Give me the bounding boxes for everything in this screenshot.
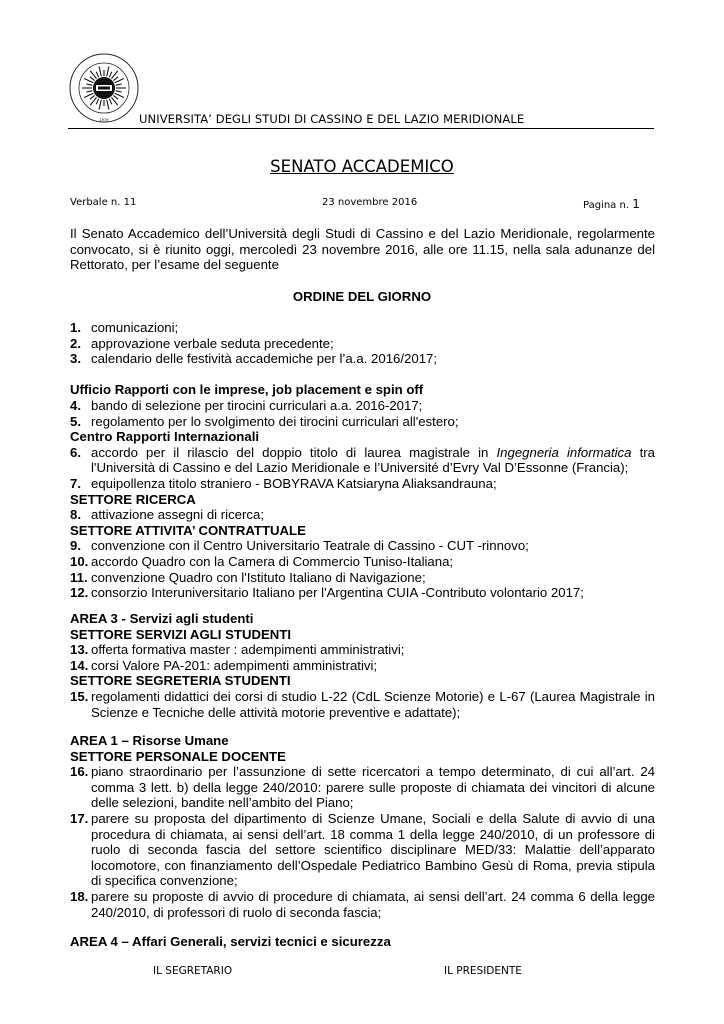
agenda-item-11 — [70, 570, 655, 586]
item-number: 6. — [70, 444, 81, 460]
agenda-list-area1 — [70, 733, 655, 920]
item-text: corsi Valore PA-201: adempimenti amministrativi; — [91, 657, 378, 673]
item-number: 13. — [70, 642, 89, 658]
section-heading: AREA 1 – Risorse Umane — [70, 733, 229, 748]
section-heading: SETTORE SEGRETERIA STUDENTI — [70, 673, 291, 689]
item-number: 5. — [70, 413, 81, 429]
section-heading: SETTORE SERVIZI AGLI STUDENTI — [70, 626, 292, 642]
item-text: accordo Quadro con la Camera di Commercio Tuniso-Italiana; — [91, 553, 454, 569]
item-number: 1. — [70, 320, 81, 335]
item-text: tra l'Università di Cassino e del Lazio Meridionale e l’Université d’Evry Val D’Essonne (Francia); — [91, 444, 655, 476]
agenda-item-15 — [70, 689, 655, 720]
agenda-item-14 — [70, 658, 655, 674]
agenda-item-17 — [70, 811, 655, 889]
item-number: 14. — [70, 657, 89, 673]
item-text: parere su proposta del dipartimento di Scienze Umane, Sociali e della Salute di avvio di una procedura di chiamata, ai sensi dell’art. 18 comma 1 della legge 240/2010, di un professore di ruolo di seconda fascia del settore scientifico disciplinare MED/33: Malattie dell’apparato locomotore, con finanziamento dell’Ospedale Pediatrico Bambino Gesù di Roma, previa stipula di specifica convenzione; — [91, 810, 655, 889]
item-number: 2. — [70, 335, 81, 351]
svg-text:1979: 1979 — [99, 118, 109, 122]
item-text: regolamenti didattici dei corsi di studio L-22 (CdL Scienze Motorie) e L-67 (Laurea Magistrale in Scienze e Tecniche delle attività motorie preventive e adattate); — [91, 688, 655, 720]
agenda-item-13 — [70, 642, 655, 658]
section-heading: SETTORE ATTIVITA’ CONTRATTUALE — [70, 522, 306, 538]
section-heading: SETTORE PERSONALE DOCENTE — [70, 748, 286, 764]
page-number — [583, 197, 640, 211]
item-text: comunicazioni; — [91, 320, 179, 335]
item-text: convenzione Quadro con l'Istituto Italiano di Navigazione; — [91, 569, 426, 585]
item-number: 12. — [70, 585, 89, 601]
agenda-item-10 — [70, 554, 655, 570]
item-text: convenzione con il Centro Universitario Teatrale di Cassino - CUT -rinnovo; — [91, 538, 529, 554]
item-number: 18. — [70, 888, 89, 904]
item-text-italic: Ingegneria informatica — [496, 444, 632, 460]
item-text: parere su proposte di avvio di procedure di chiamata, ai sensi dell’art. 24 comma 6 della legge 240/2010, di professori di ruolo di seconda fascia; — [91, 888, 655, 920]
agenda-item-18 — [70, 889, 655, 920]
item-number: 16. — [70, 764, 89, 780]
item-number: 10. — [70, 553, 89, 569]
item-number: 8. — [70, 507, 81, 523]
agenda-item-9 — [70, 538, 655, 554]
agenda-list — [70, 320, 655, 601]
page-label: Pagina n. — [583, 200, 629, 211]
agenda-item-4 — [70, 398, 655, 414]
intro-paragraph: Il Senato Accademico dell’Università degli Studi di Cassino e del Lazio Meridionale, regolarmente convocato, si è riunito oggi, mercoledì 23 novembre 2016, alle ore 11.15, nella sala adunanze del Rettorato, per l’esame del seguente — [70, 226, 655, 273]
item-text: offerta formativa master : adempimenti amministrativi; — [91, 642, 405, 658]
item-number: 3. — [70, 351, 81, 367]
item-text: calendario delle festività accademiche per l’a.a. 2016/2017; — [91, 351, 438, 367]
item-text: bando di selezione per tirocini curriculari a.a. 2016-2017; — [91, 397, 423, 413]
page-number-value: 1 — [632, 197, 640, 211]
university-seal-logo — [68, 50, 140, 126]
item-text: equipollenza titolo straniero - BOBYRAVA Katsiaryna Aliaksandrauna; — [91, 475, 497, 491]
agenda-item-3 — [70, 351, 655, 367]
item-text: accordo per il rilascio del doppio titolo di laurea magistrale in — [91, 444, 497, 460]
section-heading: AREA 3 - Servizi agli studenti — [70, 611, 254, 626]
item-number: 7. — [70, 475, 81, 491]
item-number: 11. — [70, 569, 88, 585]
university-name: UNIVERSITA’ DEGLI STUDI DI CASSINO E DEL LAZIO MERIDIONALE — [139, 112, 525, 126]
document-title: SENATO ACCADEMICO — [270, 157, 454, 176]
item-text: attivazione assegni di ricerca; — [91, 507, 264, 523]
meeting-date: 23 novembre 2016 — [322, 197, 418, 208]
item-text: piano straordinario per l’assunzione di sette ricercatori a tempo determinato, di cui all’art. 24 comma 3 lett. b) della legge 240/2010: parere sulle proposte di chiamata dei vincitori di alcune delle selezioni, bandite nell’ambito del Piano; — [91, 764, 655, 811]
item-number: 15. — [70, 688, 89, 704]
secretary-signature-label: IL SEGRETARIO — [153, 965, 233, 977]
section-heading: AREA 4 – Affari Generali, servizi tecnici e sicurezza — [70, 934, 391, 949]
agenda-item-6 — [70, 445, 655, 476]
verbale-number: Verbale n. 11 — [70, 197, 137, 208]
item-number: 4. — [70, 397, 81, 413]
agenda-list-area4 — [70, 934, 655, 950]
agenda-item-2 — [70, 336, 655, 352]
item-text: approvazione verbale seduta precedente; — [91, 335, 334, 351]
agenda-title: ORDINE DEL GIORNO — [292, 289, 432, 304]
section-heading: Ufficio Rapporti con le imprese, job placement e spin off — [70, 382, 424, 398]
agenda-item-7 — [70, 476, 655, 492]
section-heading: Centro Rapporti Internazionali — [70, 429, 260, 445]
agenda-item-1 — [70, 320, 655, 336]
president-signature-label: IL PRESIDENTE — [444, 965, 522, 977]
item-text: consorzio Interuniversitario Italiano per l'Argentina CUIA -Contributo volontario 2017; — [91, 585, 584, 601]
item-number: 9. — [70, 538, 81, 554]
header-rule — [68, 128, 654, 129]
item-number: 17. — [70, 810, 89, 826]
agenda-item-16 — [70, 764, 655, 811]
agenda-item-12 — [70, 585, 655, 601]
section-heading: SETTORE RICERCA — [70, 491, 196, 507]
agenda-item-8 — [70, 507, 655, 523]
agenda-list-area3 — [70, 611, 655, 720]
item-text: regolamento per lo svolgimento dei tirocini curriculari all'estero; — [91, 413, 459, 429]
agenda-item-5 — [70, 414, 655, 430]
